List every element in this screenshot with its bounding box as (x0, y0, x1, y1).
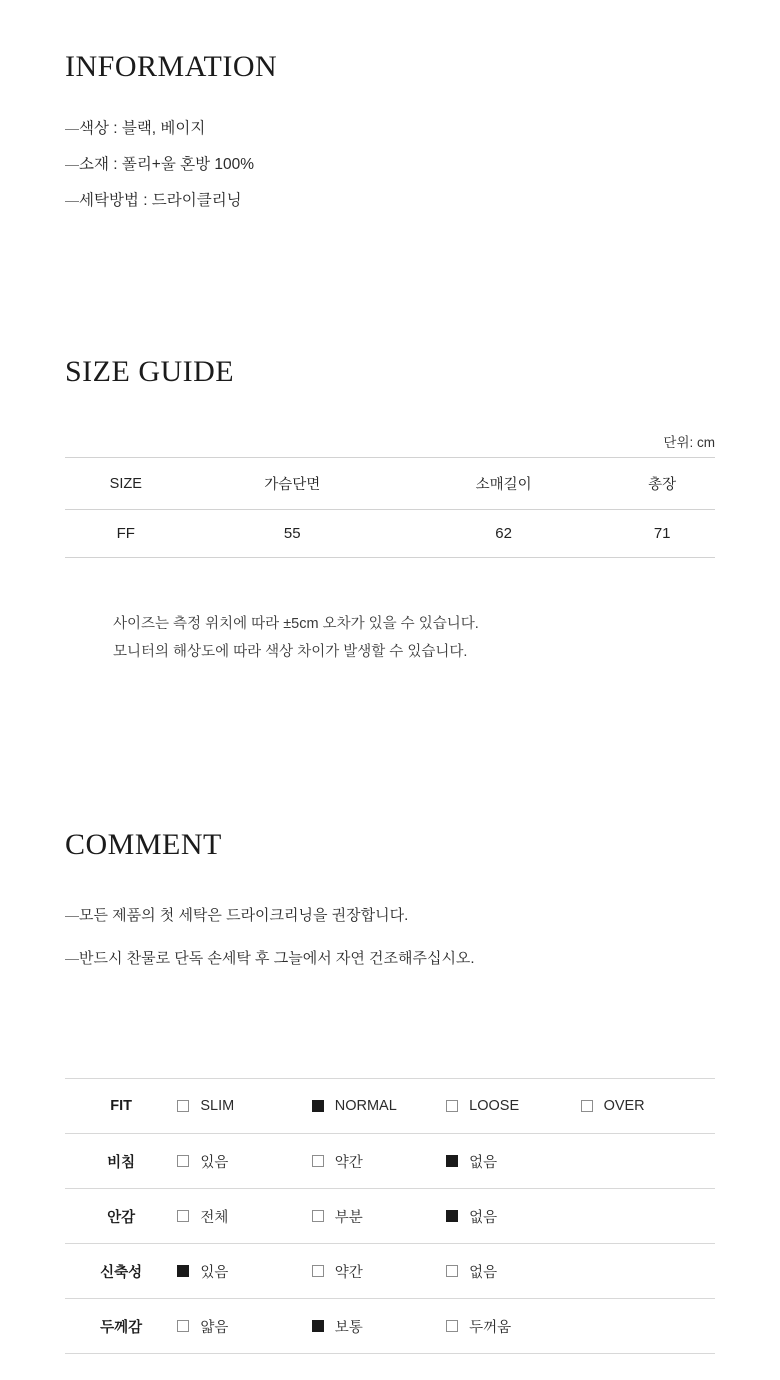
option-label: 있음 (200, 1264, 229, 1281)
checkbox-unchecked-icon (177, 1320, 189, 1332)
list-item (65, 191, 715, 212)
size-notes (65, 610, 715, 667)
size-note-text: 사이즈는 측정 위치에 따라 ±5cm 오차가 있을 수 있습니다. (113, 616, 479, 632)
attribute-section (65, 1078, 715, 1354)
attribute-option (446, 1134, 580, 1189)
checkbox-unchecked-icon (446, 1100, 458, 1112)
attribute-option-empty (581, 1189, 715, 1244)
checkbox-unchecked-icon (312, 1210, 324, 1222)
checkbox-unchecked-icon (177, 1210, 189, 1222)
table-row (65, 510, 715, 558)
attribute-option (177, 1079, 311, 1134)
cell-sleeve: 62 (398, 510, 609, 558)
option-label: NORMAL (334, 1098, 397, 1114)
dash-icon: — (65, 950, 79, 966)
attribute-option-empty (581, 1299, 715, 1354)
information-item-text: 색상 : 블랙, 베이지 (79, 120, 206, 137)
option-label: 없음 (469, 1209, 498, 1226)
option-label: 얇음 (200, 1319, 229, 1336)
column-header-size: SIZE (65, 458, 187, 510)
comment-item-text: 반드시 찬물로 단독 손세탁 후 그늘에서 자연 건조해주십시오. (79, 950, 475, 967)
attribute-option (177, 1244, 311, 1299)
size-table (65, 457, 715, 558)
attribute-option (446, 1079, 580, 1134)
attribute-option (177, 1189, 311, 1244)
size-guide-section (65, 355, 715, 667)
information-item-text: 세탁방법 : 드라이클리닝 (79, 191, 242, 209)
checkbox-checked-icon (446, 1210, 458, 1222)
option-label: 보통 (334, 1319, 363, 1336)
option-label: 전체 (200, 1209, 229, 1226)
comment-list (65, 904, 715, 968)
size-unit-label: 단위: cm (663, 435, 715, 450)
attribute-option (177, 1134, 311, 1189)
attribute-option (446, 1244, 580, 1299)
cell-chest: 55 (187, 510, 398, 558)
information-list (65, 119, 715, 212)
size-note-text: 모니터의 해상도에 따라 색상 차이가 발생할 수 있습니다. (113, 644, 468, 661)
attribute-option (177, 1299, 311, 1354)
attribute-option (446, 1189, 580, 1244)
dash-icon: — (65, 155, 79, 172)
option-label: SLIM (200, 1098, 235, 1114)
table-row (65, 1189, 715, 1244)
list-item (65, 904, 715, 925)
column-header-chest: 가슴단면 (187, 458, 398, 510)
cell-size: FF (65, 510, 187, 558)
attribute-option-empty (581, 1244, 715, 1299)
attribute-option (581, 1079, 715, 1134)
checkbox-checked-icon (446, 1155, 458, 1167)
option-label: OVER (603, 1098, 645, 1114)
table-header-row (65, 458, 715, 510)
table-row (65, 1299, 715, 1354)
attribute-option (312, 1244, 446, 1299)
option-label: LOOSE (469, 1098, 520, 1114)
attribute-option (446, 1299, 580, 1354)
comment-section (65, 828, 715, 990)
cell-length: 71 (609, 510, 715, 558)
dash-icon: — (65, 907, 79, 923)
list-item (65, 155, 715, 176)
checkbox-checked-icon (312, 1320, 324, 1332)
option-label: 약간 (334, 1264, 363, 1281)
checkbox-unchecked-icon (312, 1155, 324, 1167)
table-row (65, 1244, 715, 1299)
checkbox-unchecked-icon (177, 1155, 189, 1167)
information-heading: INFORMATION (65, 50, 278, 83)
checkbox-unchecked-icon (446, 1265, 458, 1277)
checkbox-checked-icon (177, 1265, 189, 1277)
option-label: 없음 (469, 1264, 498, 1281)
list-item (65, 119, 715, 140)
option-label: 부분 (334, 1209, 363, 1226)
dash-icon: — (65, 191, 79, 208)
comment-item-text: 모든 제품의 첫 세탁은 드라이크리닝을 권장합니다. (79, 907, 409, 924)
size-guide-heading: SIZE GUIDE (65, 355, 235, 388)
option-label: 없음 (469, 1154, 498, 1171)
attribute-label: 비침 (107, 1154, 136, 1171)
table-row (65, 1134, 715, 1189)
attribute-option-empty (581, 1134, 715, 1189)
option-label: 두꺼움 (469, 1319, 512, 1336)
option-label: 약간 (334, 1154, 363, 1171)
attribute-label: 두께감 (100, 1319, 143, 1336)
attribute-option (312, 1299, 446, 1354)
attribute-label: 신축성 (100, 1264, 143, 1281)
attribute-label: 안감 (107, 1209, 136, 1226)
checkbox-unchecked-icon (581, 1100, 593, 1112)
dash-icon: — (65, 120, 79, 136)
checkbox-unchecked-icon (312, 1265, 324, 1277)
attribute-label: FIT (110, 1098, 133, 1114)
list-item (65, 947, 715, 968)
column-header-length: 총장 (609, 458, 715, 510)
attribute-option (312, 1134, 446, 1189)
information-section (65, 50, 715, 227)
option-label: 있음 (200, 1154, 229, 1171)
checkbox-checked-icon (312, 1100, 324, 1112)
attribute-table (65, 1078, 715, 1354)
comment-heading: COMMENT (65, 828, 222, 861)
checkbox-unchecked-icon (446, 1320, 458, 1332)
table-row (65, 1079, 715, 1134)
column-header-sleeve: 소매길이 (398, 458, 609, 510)
information-item-text: 소재 : 폴리+울 혼방 100% (79, 155, 255, 173)
attribute-option (312, 1189, 446, 1244)
checkbox-unchecked-icon (177, 1100, 189, 1112)
attribute-option (312, 1079, 446, 1134)
